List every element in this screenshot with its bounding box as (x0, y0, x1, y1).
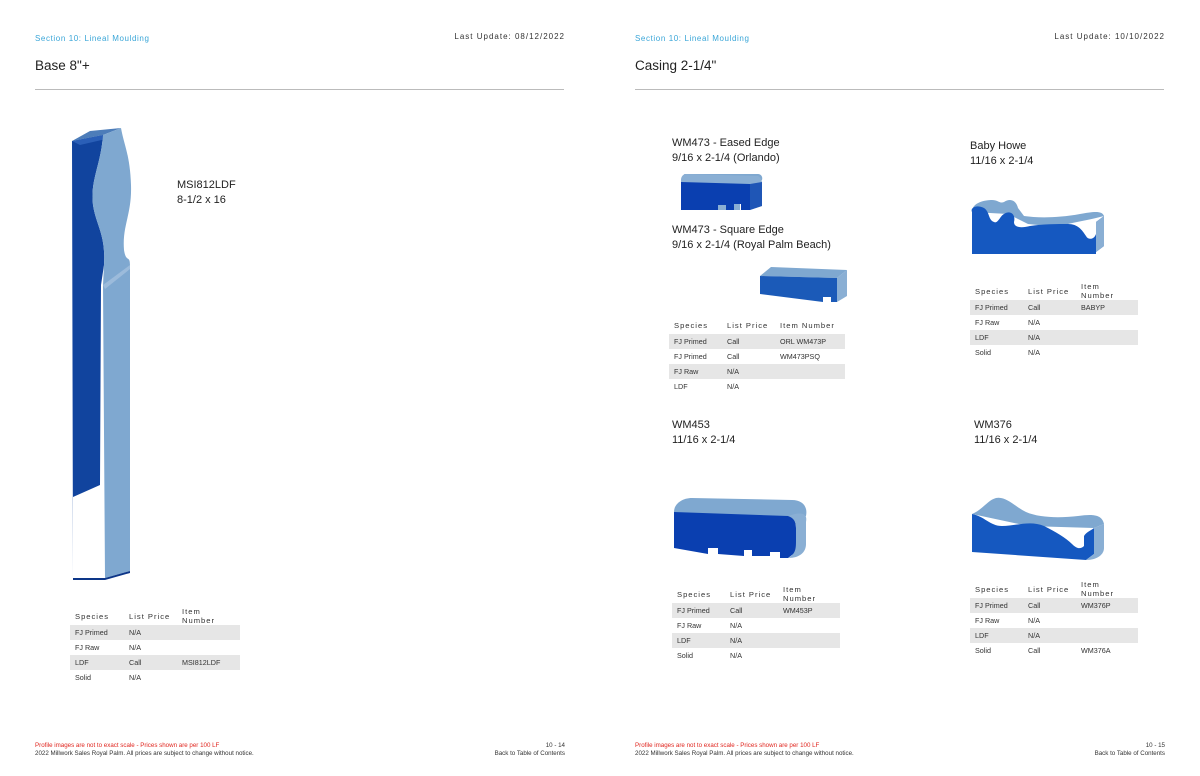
product-size: 11/16 x 2-1/4 (974, 433, 1038, 446)
product-size: 9/16 x 2-1/4 (Royal Palm Beach) (672, 238, 831, 251)
cell-species: FJ Primed (674, 352, 707, 361)
cell-price: Call (1023, 300, 1076, 315)
product-size: 11/16 x 2-1/4 (672, 433, 736, 446)
cell-price: N/A (129, 673, 141, 682)
product-name: Baby Howe (970, 140, 1027, 152)
cell-price: N/A (725, 633, 778, 648)
cell-species: FJ Raw (75, 643, 100, 652)
footer-copyright: 2022 Millwork Sales Royal Palm. All prices are subject to change without notice. (35, 750, 254, 757)
last-update: Last Update: 08/12/2022 (454, 32, 565, 41)
cell-item (1076, 330, 1138, 345)
cell-species: FJ Raw (669, 364, 722, 379)
footer-scale-note: Profile images are not to exact scale - Prices shown are per 100 LF (635, 742, 820, 749)
cell-species: LDF (672, 633, 725, 648)
product-label-msi812ldf (177, 178, 236, 207)
product-code: MSI812LDF (177, 179, 236, 191)
product-size: 8-1/2 x 16 (177, 193, 226, 206)
cell-species: FJ Raw (975, 318, 1000, 327)
back-to-toc-link[interactable]: Back to Table of Contents (1094, 750, 1165, 757)
cell-item (1076, 613, 1138, 628)
price-table-baby-howe (970, 282, 1138, 360)
cell-price: N/A (1028, 616, 1040, 625)
col-item-number: Item Number (780, 321, 835, 330)
cell-item: WM376P (1076, 598, 1138, 613)
page-title: Casing 2-1/4" (635, 58, 717, 73)
cell-price: N/A (1023, 330, 1076, 345)
cell-item: WM473PSQ (780, 352, 820, 361)
col-species: Species (975, 286, 1010, 296)
col-item-number: Item Number (182, 607, 216, 625)
cell-price: N/A (1028, 348, 1040, 357)
wm473-eased-profile-image (678, 170, 764, 214)
cell-price: Call (1023, 598, 1076, 613)
cell-item: WM453P (778, 603, 840, 618)
cell-item (177, 640, 240, 655)
wm453-profile-image (668, 492, 810, 562)
cell-species: FJ Primed (672, 603, 725, 618)
cell-price: N/A (730, 621, 742, 630)
cell-item (778, 633, 840, 648)
cell-species: LDF (970, 628, 1023, 643)
cell-species: LDF (70, 655, 124, 670)
table-row (672, 633, 840, 648)
cell-species: LDF (674, 382, 688, 391)
cell-species: Solid (975, 646, 991, 655)
table-row (70, 625, 240, 640)
cell-price: Call (1028, 646, 1041, 655)
cell-species: FJ Primed (970, 598, 1023, 613)
header-divider (35, 89, 564, 90)
cell-item (775, 364, 845, 379)
cell-price: Call (725, 603, 778, 618)
cell-species: LDF (970, 330, 1023, 345)
baby-howe-profile-image (968, 194, 1108, 260)
page-title: Base 8"+ (35, 58, 90, 73)
cell-price: Call (727, 352, 740, 361)
col-species: Species (75, 611, 110, 621)
footer-page-number: 10 - 14 (545, 742, 565, 749)
table-row (70, 655, 240, 670)
table-row (672, 603, 840, 618)
table-row (970, 628, 1138, 643)
col-list-price: List Price (1028, 584, 1070, 594)
table-row (970, 643, 1138, 658)
cell-item (1076, 315, 1138, 330)
product-name: WM453 (672, 419, 710, 431)
product-label-wm473-eased (672, 136, 780, 165)
cell-item (778, 618, 840, 633)
product-label-wm473-square (672, 223, 831, 252)
cell-item: ORL WM473P (775, 334, 845, 349)
cell-item (177, 625, 240, 640)
table-row (970, 613, 1138, 628)
footer-page-number: 10 - 15 (1145, 742, 1165, 749)
cell-species: FJ Raw (677, 621, 702, 630)
cell-item (1076, 628, 1138, 643)
cell-price: Call (722, 334, 775, 349)
table-row (669, 334, 845, 349)
base-moulding-profile-image (68, 125, 136, 581)
cell-item (1076, 345, 1138, 360)
footer-copyright: 2022 Millwork Sales Royal Palm. All prices are subject to change without notice. (635, 750, 854, 757)
cell-price: N/A (730, 651, 742, 660)
price-table-wm376 (970, 580, 1138, 658)
section-label: Section 10: Lineal Moulding (35, 34, 150, 43)
cell-price: Call (124, 655, 177, 670)
cell-species: Solid (75, 673, 91, 682)
cell-species: Solid (975, 348, 991, 357)
cell-item: MSI812LDF (177, 655, 240, 670)
cell-species: FJ Primed (70, 625, 124, 640)
col-list-price: List Price (727, 321, 769, 330)
price-table-wm473 (669, 317, 845, 394)
wm473-square-profile-image (757, 264, 849, 304)
product-size: 11/16 x 2-1/4 (970, 154, 1034, 167)
col-list-price: List Price (1028, 286, 1070, 296)
table-row (672, 618, 840, 633)
product-label-wm453 (672, 418, 735, 447)
cell-item (775, 379, 845, 394)
table-row (970, 345, 1138, 360)
table-row (669, 379, 845, 394)
cell-item (177, 670, 240, 685)
cell-price: N/A (129, 643, 141, 652)
cell-species: FJ Primed (669, 334, 722, 349)
cell-price: N/A (722, 364, 775, 379)
cell-item: BABYP (1076, 300, 1138, 315)
cell-species: FJ Primed (970, 300, 1023, 315)
cell-item (778, 648, 840, 663)
table-row (70, 640, 240, 655)
header-divider (635, 89, 1164, 90)
product-size: 9/16 x 2-1/4 (Orlando) (672, 151, 780, 164)
table-row (970, 598, 1138, 613)
product-name: WM376 (974, 419, 1012, 431)
col-list-price: List Price (129, 611, 171, 621)
product-name: WM473 - Eased Edge (672, 137, 780, 149)
table-row (70, 670, 240, 685)
table-row (669, 364, 845, 379)
price-table-wm453 (672, 585, 840, 663)
cell-item: WM376A (1081, 646, 1111, 655)
cell-price: N/A (1028, 318, 1040, 327)
product-label-baby-howe (970, 139, 1033, 168)
table-row (970, 330, 1138, 345)
col-list-price: List Price (730, 589, 772, 599)
product-name: WM473 - Square Edge (672, 224, 784, 236)
last-update: Last Update: 10/10/2022 (1054, 32, 1165, 41)
footer-scale-note: Profile images are not to exact scale - Prices shown are per 100 LF (35, 742, 220, 749)
table-row (970, 300, 1138, 315)
col-species: Species (674, 321, 709, 330)
table-row (669, 349, 845, 364)
col-species: Species (677, 589, 712, 599)
cell-price: N/A (1023, 628, 1076, 643)
cell-price: N/A (124, 625, 177, 640)
cell-species: Solid (677, 651, 693, 660)
table-row (970, 315, 1138, 330)
section-label: Section 10: Lineal Moulding (635, 34, 750, 43)
cell-species: FJ Raw (975, 616, 1000, 625)
col-item-number: Item Number (1081, 282, 1115, 300)
col-item-number: Item Number (783, 585, 817, 603)
table-row (672, 648, 840, 663)
col-species: Species (975, 584, 1010, 594)
back-to-toc-link[interactable]: Back to Table of Contents (494, 750, 565, 757)
col-item-number: Item Number (1081, 580, 1115, 598)
price-table-msi812ldf (70, 607, 240, 685)
wm376-profile-image (968, 492, 1108, 564)
cell-price: N/A (727, 382, 739, 391)
product-label-wm376 (974, 418, 1037, 447)
